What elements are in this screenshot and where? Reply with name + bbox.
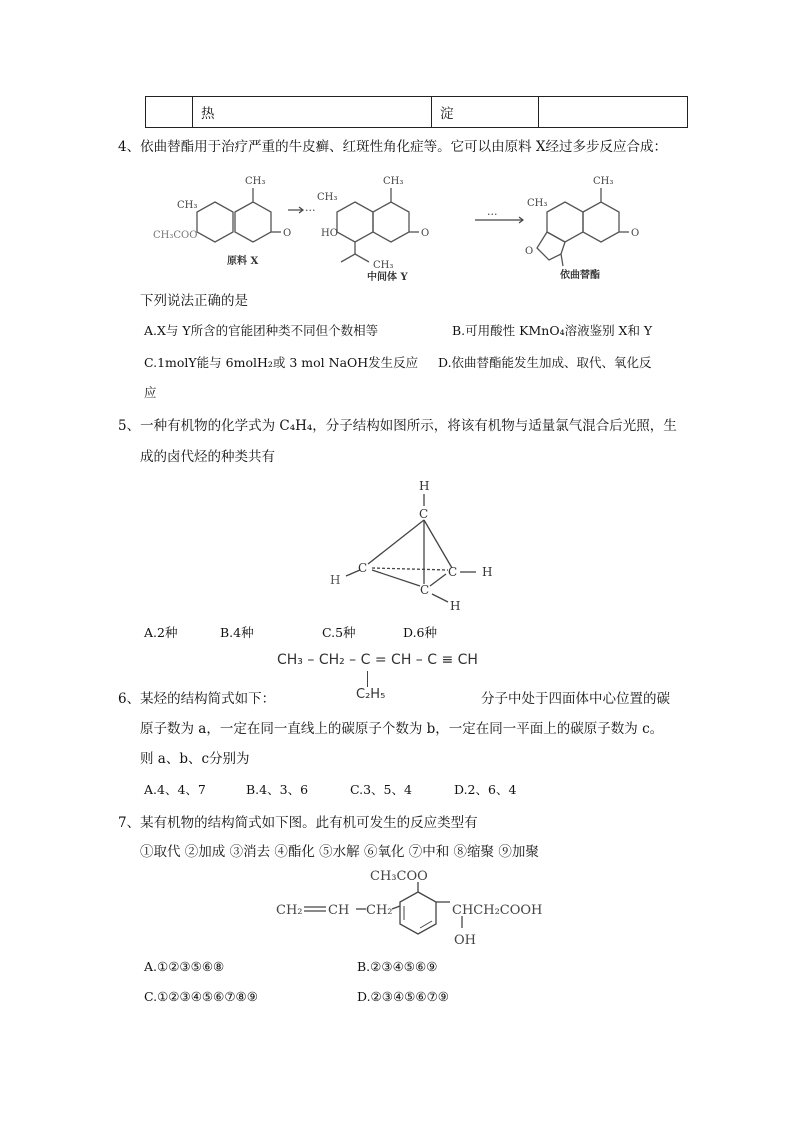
table-cell: 热 [193,97,432,128]
atom-label: CH₃ [177,200,198,211]
atom-label: CH₂ [276,903,303,918]
q6-formula-branch: C₂H₅ [356,687,386,702]
q7-reaction-types: ①取代 ②加成 ③消去 ④酯化 ⑤水解 ⑥氧化 ⑦中和 ⑧缩聚 ⑨加聚 [140,844,539,860]
atom-label: C [419,507,429,521]
atom-label: CH₃ [383,176,404,187]
q6-stem-line1-tail: 分子中处于四面体中心位置的碳 [481,691,670,707]
q5-tetrahedrane-diagram [320,472,510,617]
atom-label: C [420,583,430,597]
atom-label: H [419,479,430,493]
q4-option-a: A.X与 Y所含的官能团种类不同但个数相等 [144,323,379,338]
q4-option-c: C.1molY能与 6molH₂或 3 mol NaOH发生反应 [144,355,419,370]
atom-label: H [330,573,341,587]
atom-label: O [525,246,534,257]
atom-label: CH₂ [366,903,393,918]
q6-option-b: B.4、3、6 [246,782,309,797]
atom-label: O [631,228,640,239]
q6-stem-line3: 则 a、b、c分别为 [140,751,250,767]
atom-label: O [421,228,430,239]
q7-option-d: D.②③④⑤⑥⑦⑨ [357,989,449,1004]
q4-option-b: B.可用酸性 KMnO₄溶液鉴别 X和 Y [452,323,653,338]
atom-label: CH₃ [373,260,394,271]
atom-label: CH [328,903,350,918]
q6-option-d: D.2、6、4 [454,782,517,797]
q6-stem-line2: 原子数为 a，一定在同一直线上的碳原子个数为 b，一定在同一平面上的碳原子数为 c。 [140,721,664,737]
label-product: 依曲替酯 [560,270,600,281]
q4-prompt: 下列说法正确的是 [140,293,248,309]
table-cell [146,97,193,128]
atom-label: H [482,565,493,579]
atom-label: HO [321,228,338,239]
atom-label: CH₃ [593,176,614,187]
arrow-dots: ··· [305,204,316,217]
q6-option-c: C.3、5、4 [350,782,412,797]
table-cell: 淀 [432,97,539,128]
atom-label: CH₃ [245,176,266,187]
q4-reaction-scheme [145,170,665,285]
atom-label: CH₃ [317,192,338,203]
atom-label: O [283,228,292,239]
q7-structure [270,862,570,954]
q5-option-c: C.5种 [322,625,356,640]
atom-label: CH₃ [527,198,548,209]
q5-option-a: A.2种 [144,625,178,640]
q6-branch-bond [367,671,368,687]
q7-option-b: B.②③④⑤⑥⑨ [357,959,438,974]
atom-label: CH₃COO [370,869,428,884]
arrow-dots: ··· [487,208,498,221]
q7-option-c: C.①②③④⑤⑥⑦⑧⑨ [144,989,258,1004]
q5-option-b: B.4种 [220,625,254,640]
q4-option-d: D.依曲替酯能发生加成、取代、氧化反 [438,355,652,370]
q4-option-d-cont: 应 [144,385,157,400]
q5-stem-line2: 成的卤代烃的种类共有 [140,449,275,465]
q7-option-a: A.①②③⑤⑥⑧ [144,959,225,974]
q6-stem-line1: 6、某烃的结构简式如下： [118,691,276,707]
q6-formula: CH₃ – CH₂ – C = CH – C ≡ CH [277,652,478,668]
table-cell [539,97,688,128]
atom-label: C [358,561,368,575]
atom-label: OH [454,933,476,948]
q4-stem: 4、依曲替酯用于治疗严重的牛皮癣、红斑性角化症等。它可以由原料 X经过多步反应合成： [118,139,667,155]
atom-label: CHCH₂COOH [452,903,543,918]
label-intermediate-y: 中间体 Y [367,272,408,283]
q6-option-a: A.4、4、7 [144,782,206,797]
q5-option-d: D.6种 [403,625,438,640]
atom-label: C [448,565,458,579]
answer-table [145,96,688,128]
atom-label: CH₃COO [153,230,198,241]
q5-stem-line1: 5、一种有机物的化学式为 C₄H₄，分子结构如图所示，将该有机物与适量氯气混合后光照，生 [118,418,677,434]
atom-label: H [450,599,461,613]
label-raw-x: 原料 X [227,256,259,267]
q7-stem: 7、某有机物的结构简式如下图。此有机可发生的反应类型有 [118,815,478,831]
